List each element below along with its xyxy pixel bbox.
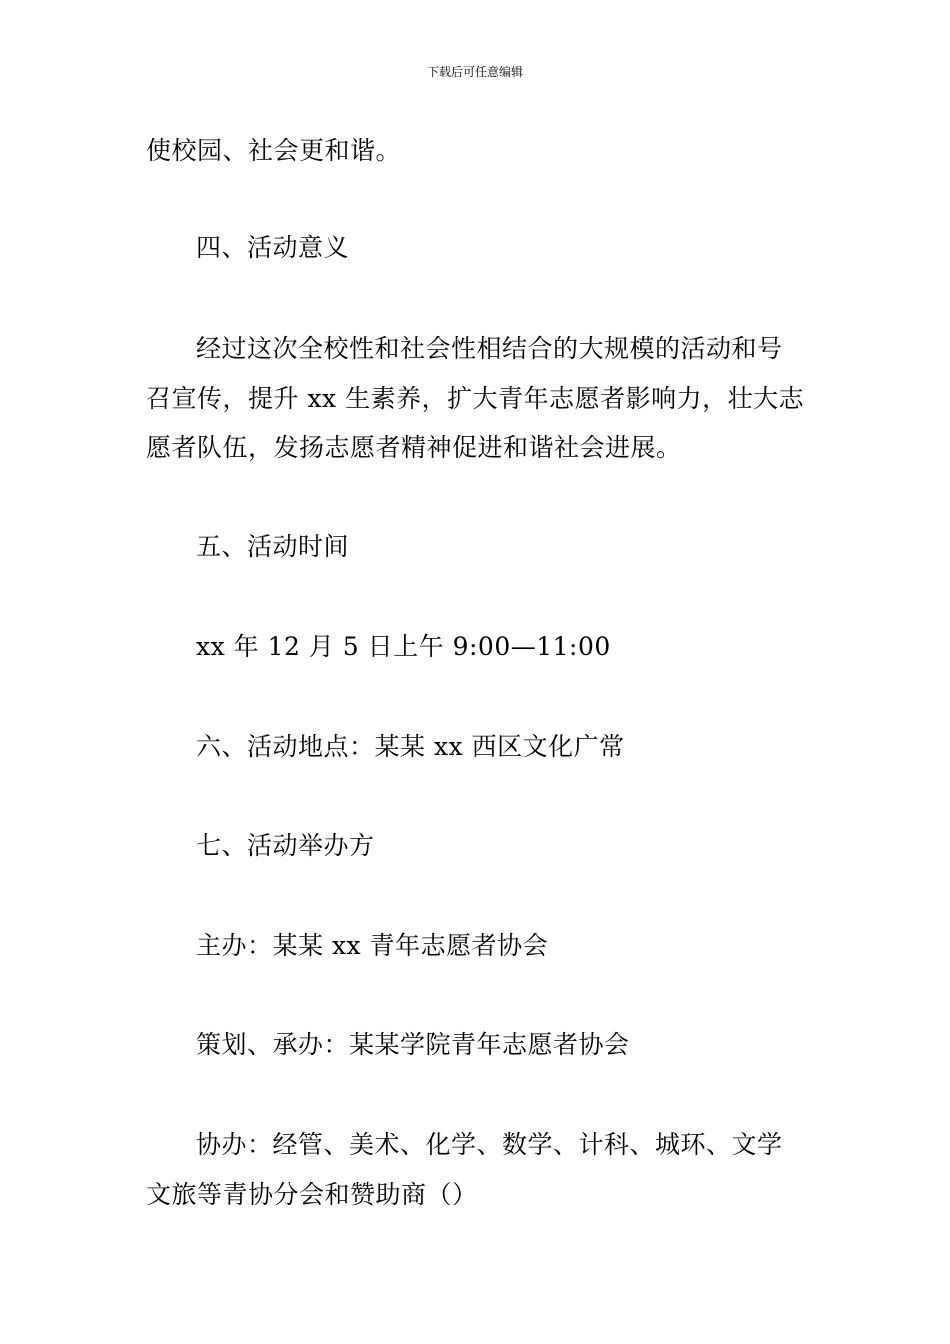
text-line: 召宣传，提升 xx 生素养，扩大青年志愿者影响力，壮大志 bbox=[146, 384, 805, 413]
text-line: 使校园、社会更和谐。 bbox=[146, 136, 402, 165]
section-heading-purpose: 四、活动意义 bbox=[196, 233, 350, 262]
text-line: 协办：经管、美术、化学、数学、计科、城环、文学 bbox=[196, 1130, 783, 1159]
section-heading-location: 六、活动地点：某某 xx 西区文化广常 bbox=[196, 732, 625, 761]
text-line: 策划、承办：某某学院青年志愿者协会 bbox=[196, 1030, 630, 1059]
page-header-note: 下载后可任意编辑 bbox=[426, 65, 523, 79]
section-heading-organizers: 七、活动举办方 bbox=[196, 831, 375, 860]
text-line: xx 年 12 月 5 日上午 9:00—11:00 bbox=[196, 632, 611, 661]
text-line: 愿者队伍，发扬志愿者精神促进和谐社会进展。 bbox=[146, 433, 682, 462]
text-line: 主办：某某 xx 青年志愿者协会 bbox=[196, 931, 549, 960]
text-line: 经过这次全校性和社会性相结合的大规模的活动和号 bbox=[196, 334, 783, 363]
text-line: 文旅等青协分会和赞助商（） bbox=[146, 1180, 478, 1209]
section-heading-time: 五、活动时间 bbox=[196, 532, 350, 561]
